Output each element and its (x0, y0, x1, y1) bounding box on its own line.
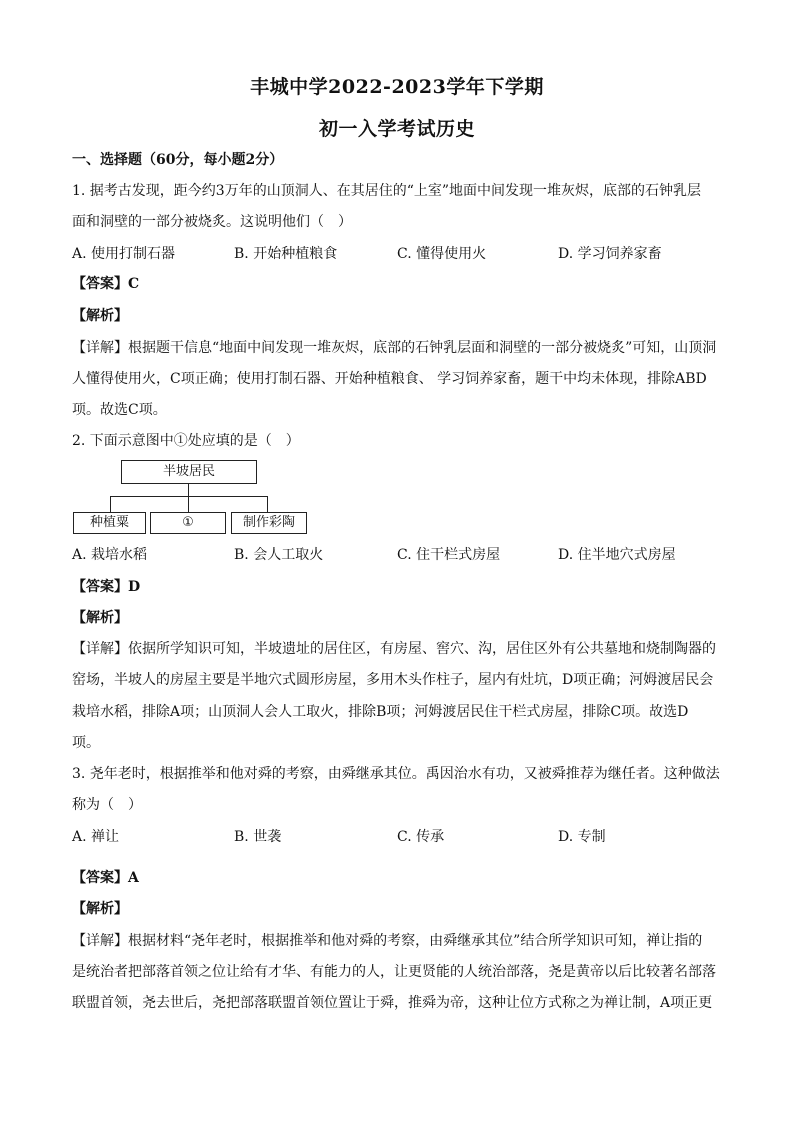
q1-detail-line3: 项。故选C项。 (72, 402, 167, 418)
q1-answer: 【答案】C (72, 276, 140, 292)
q3-detail-line3: 联盟首领，尧去世后，尧把部落联盟首领位置让于舜，推舜为帝，这种让位方式称之为禅让制，A项正更 (72, 995, 713, 1011)
q2-stem-line1: 2. 下面示意图中①处应填的是（ ） (72, 433, 300, 449)
diagram-middle-box: ① (150, 512, 226, 534)
diagram-connector-vertical (188, 484, 189, 496)
exam-title: 丰城中学2022-2023学年下学期 (250, 76, 544, 98)
q3-option-a: A. 禅让 (72, 829, 120, 845)
q3-detail-line2: 是统治者把部落首领之位让给有才华、有能力的人，让更贤能的人统治部落，尧是黄帝以后比较著名部落 (72, 964, 716, 980)
q2-option-c: C. 住干栏式房屋 (397, 547, 501, 563)
q1-option-b: B. 开始种植粮食 (234, 246, 338, 262)
diagram-top-box: 半坡居民 (121, 460, 257, 484)
q2-option-a: A. 栽培水稻 (72, 547, 148, 563)
diagram-connector-right (267, 496, 268, 512)
q2-answer: 【答案】D (72, 579, 141, 595)
q2-analysis-label: 【解析】 (72, 610, 128, 626)
diagram-right-box: 制作彩陶 (231, 512, 307, 534)
q1-stem-line1: 1. 据考古发现，距今约3万年的山顶洞人、在其居住的“上室”地面中间发现一堆灰烬，底部的石钟乳层 (72, 183, 702, 199)
diagram-connector-left (110, 496, 111, 512)
q1-stem-line2: 面和洞壁的一部分被烧炙。这说明他们（ ） (72, 214, 352, 230)
q1-option-c: C. 懂得使用火 (397, 246, 487, 262)
q2-detail-line1: 【详解】依据所学知识可知，半坡遗址的居住区，有房屋、窖穴、沟，居住区外有公共墓地和烧制陶器的 (72, 641, 716, 657)
q1-option-a: A. 使用打制石器 (72, 246, 176, 262)
q2-option-b: B. 会人工取火 (234, 547, 324, 563)
diagram-connector-middle (188, 496, 189, 512)
q1-detail-line2: 人懂得使用火，C项正确；使用打制石器、开始种植粮食、 学习饲养家畜，题干中均未体现，排除ABD (72, 371, 707, 387)
q2-detail-line4: 项。 (72, 735, 100, 751)
q3-analysis-label: 【解析】 (72, 901, 128, 917)
q1-detail-line1: 【详解】根据题干信息“地面中间发现一堆灰烬，底部的石钟乳层面和洞壁的一部分被烧炙”可知，山顶洞 (72, 340, 717, 356)
q3-detail-line1: 【详解】根据材料“尧年老时，根据推举和他对舜的考察，由舜继承其位”结合所学知识可知，禅让指的 (72, 933, 703, 949)
q3-answer: 【答案】A (72, 870, 139, 886)
q3-option-c: C. 传承 (397, 829, 445, 845)
q2-detail-line3: 栽培水稻，排除A项；山顶洞人会人工取火，排除B项；河姆渡居民住干栏式房屋，排除C项。故选D (72, 704, 689, 720)
q1-option-d: D. 学习饲养家畜 (558, 246, 662, 262)
q2-option-d: D. 住半地穴式房屋 (558, 547, 676, 563)
q3-option-d: D. 专制 (558, 829, 606, 845)
q3-stem-line1: 3. 尧年老时，根据推举和他对舜的考察，由舜继承其位。禹因治水有功，又被舜推荐为继任者。这种做法 (72, 766, 720, 782)
diagram-connector-horizontal (110, 496, 268, 497)
diagram-left-box: 种植粟 (73, 512, 146, 534)
section-heading: 一、选择题（60分，每小题2分） (72, 152, 284, 168)
q3-option-b: B. 世袭 (234, 829, 282, 845)
q1-analysis-label: 【解析】 (72, 308, 128, 324)
exam-subtitle: 初一入学考试历史 (318, 118, 475, 140)
q3-stem-line2: 称为（ ） (72, 797, 142, 813)
q2-detail-line2: 窑场，半坡人的房屋主要是半地穴式圆形房屋，多用木头作柱子，屋内有灶坑，D项正确；河姆渡居民会 (72, 672, 714, 688)
